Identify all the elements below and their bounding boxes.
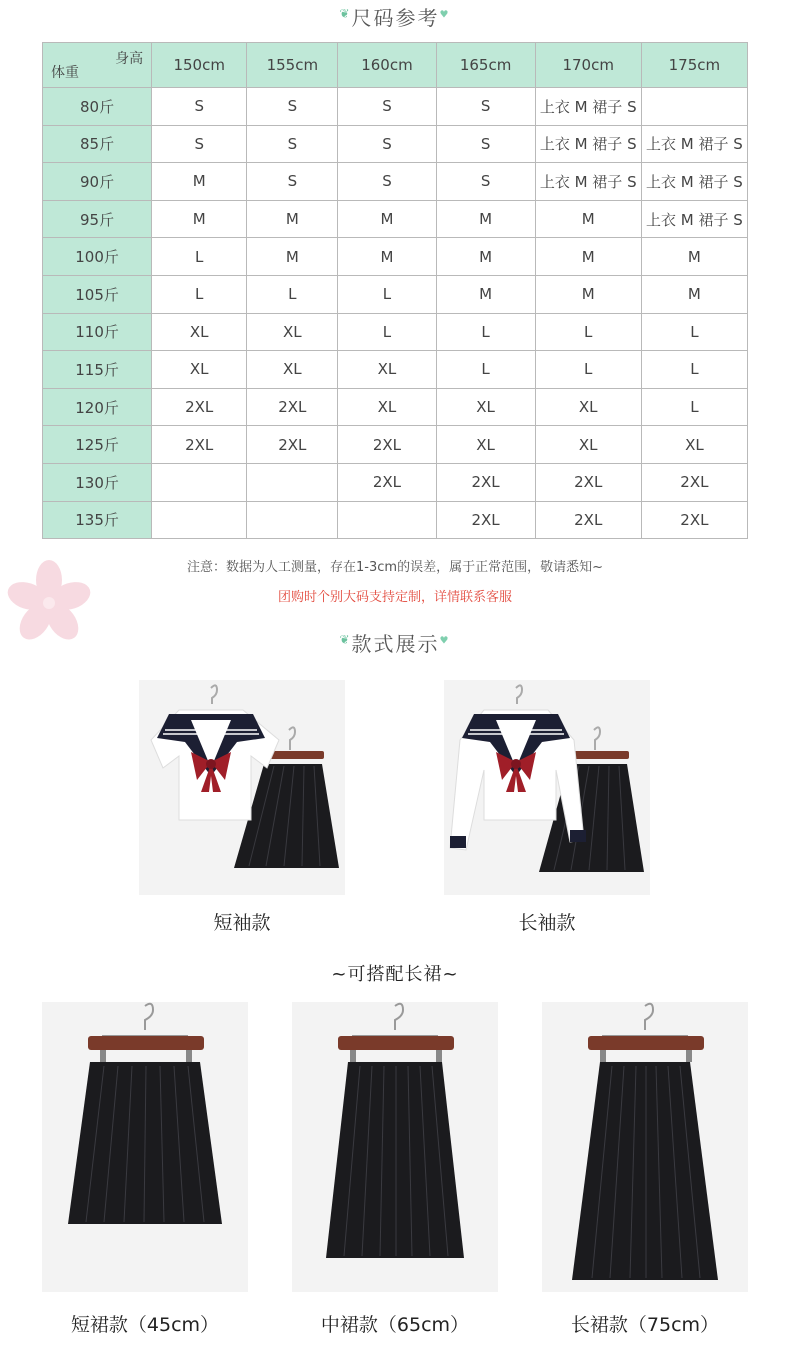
size-cell: 2XL xyxy=(338,426,436,464)
size-cell: M xyxy=(338,200,436,238)
custom-size-note: 团购时个别大码支持定制，详情联系客服 xyxy=(277,590,512,605)
size-cell: 2XL xyxy=(338,463,436,501)
size-cell: XL xyxy=(152,351,247,389)
size-table-body xyxy=(43,88,748,539)
size-cell: S xyxy=(247,125,338,163)
size-table xyxy=(42,42,748,539)
short-sleeve-photo xyxy=(139,680,345,895)
weight-cell: 85斤 xyxy=(43,125,152,163)
size-cell: L xyxy=(641,351,747,389)
size-cell: M xyxy=(641,238,747,276)
size-cell: M xyxy=(436,238,535,276)
table-row xyxy=(43,388,748,426)
table-row xyxy=(43,426,748,464)
size-cell: M xyxy=(247,200,338,238)
size-cell: XL xyxy=(338,351,436,389)
size-cell: M xyxy=(152,163,247,201)
height-header: 170cm xyxy=(535,43,641,88)
long-sleeve-photo xyxy=(444,680,650,895)
size-cell: L xyxy=(338,275,436,313)
size-cell: M xyxy=(641,275,747,313)
size-cell: XL xyxy=(436,426,535,464)
size-cell: S xyxy=(338,163,436,201)
sprig-icon: ❦ xyxy=(339,6,352,21)
size-cell: 上衣 M 裙子 S xyxy=(641,200,747,238)
size-cell: 上衣 M 裙子 S xyxy=(641,125,747,163)
size-cell: S xyxy=(436,163,535,201)
size-cell: XL xyxy=(152,313,247,351)
size-cell: 上衣 M 裙子 S xyxy=(535,125,641,163)
weight-cell: 100斤 xyxy=(43,238,152,276)
size-cell: L xyxy=(641,388,747,426)
heart-icon: ♥ xyxy=(439,635,451,647)
size-cell: S xyxy=(436,125,535,163)
size-cell: XL xyxy=(641,426,747,464)
size-cell: S xyxy=(247,163,338,201)
weight-cell: 80斤 xyxy=(43,88,152,126)
size-cell: S xyxy=(152,88,247,126)
size-cell: S xyxy=(436,88,535,126)
height-header: 165cm xyxy=(436,43,535,88)
size-cell: 上衣 M 裙子 S xyxy=(535,163,641,201)
size-cell: S xyxy=(338,125,436,163)
table-row xyxy=(43,200,748,238)
short-sleeve-caption: 短袖款 xyxy=(213,912,271,934)
size-cell: XL xyxy=(247,351,338,389)
table-header-row xyxy=(43,43,748,88)
weight-cell: 105斤 xyxy=(43,275,152,313)
height-header: 175cm xyxy=(641,43,747,88)
style-section-title: ❦款式展示♥ xyxy=(339,632,451,656)
short-skirt-photo xyxy=(42,1002,248,1292)
size-cell: XL xyxy=(338,388,436,426)
medium-skirt-caption: 中裙款（65cm） xyxy=(320,1314,470,1336)
medium-skirt-photo xyxy=(292,1002,498,1292)
table-row xyxy=(43,275,748,313)
size-cell xyxy=(152,501,247,539)
size-cell: 2XL xyxy=(247,426,338,464)
height-label: 身高 xyxy=(115,51,144,67)
size-cell: 2XL xyxy=(535,501,641,539)
sprig-icon: ❦ xyxy=(339,632,352,647)
size-section-title: ❦尺码参考♥ xyxy=(339,6,451,30)
weight-cell: 130斤 xyxy=(43,463,152,501)
size-cell: L xyxy=(535,313,641,351)
size-cell: L xyxy=(247,275,338,313)
size-cell: 2XL xyxy=(436,501,535,539)
weight-cell: 135斤 xyxy=(43,501,152,539)
size-cell: M xyxy=(535,238,641,276)
table-row xyxy=(43,125,748,163)
weight-cell: 115斤 xyxy=(43,351,152,389)
table-row xyxy=(43,463,748,501)
measurement-note: 注意：数据为人工测量，存在1-3cm的误差，属于正常范围，敬请悉知~ xyxy=(187,560,603,575)
size-cell xyxy=(247,501,338,539)
size-cell xyxy=(641,88,747,126)
size-cell: M xyxy=(152,200,247,238)
size-cell: L xyxy=(152,238,247,276)
size-cell: M xyxy=(535,275,641,313)
size-cell: 上衣 M 裙子 S xyxy=(641,163,747,201)
weight-cell: 90斤 xyxy=(43,163,152,201)
size-cell: 2XL xyxy=(535,463,641,501)
size-cell: S xyxy=(152,125,247,163)
long-sleeve-caption: 长袖款 xyxy=(518,912,576,934)
size-cell: M xyxy=(535,200,641,238)
size-cell xyxy=(152,463,247,501)
size-cell: L xyxy=(535,351,641,389)
size-cell: 2XL xyxy=(247,388,338,426)
size-cell xyxy=(338,501,436,539)
short-skirt-caption: 短裙款（45cm） xyxy=(70,1314,220,1336)
weight-cell: 125斤 xyxy=(43,426,152,464)
size-cell: XL xyxy=(535,388,641,426)
long-skirt-photo xyxy=(542,1002,748,1292)
height-header: 150cm xyxy=(152,43,247,88)
table-row xyxy=(43,313,748,351)
size-cell: M xyxy=(436,200,535,238)
size-cell: XL xyxy=(247,313,338,351)
size-cell: 2XL xyxy=(641,463,747,501)
table-corner xyxy=(43,43,152,88)
size-cell: M xyxy=(247,238,338,276)
heart-icon: ♥ xyxy=(439,9,451,21)
size-cell: 2XL xyxy=(641,501,747,539)
height-header: 155cm xyxy=(247,43,338,88)
size-cell: S xyxy=(247,88,338,126)
weight-label: 体重 xyxy=(51,65,79,81)
size-cell xyxy=(247,463,338,501)
size-cell: XL xyxy=(436,388,535,426)
size-cell: L xyxy=(338,313,436,351)
weight-cell: 120斤 xyxy=(43,388,152,426)
size-cell: L xyxy=(436,351,535,389)
size-cell: L xyxy=(436,313,535,351)
table-row xyxy=(43,351,748,389)
table-row xyxy=(43,88,748,126)
weight-cell: 110斤 xyxy=(43,313,152,351)
weight-cell: 95斤 xyxy=(43,200,152,238)
size-cell: 2XL xyxy=(152,388,247,426)
skirt-section-title: ~可搭配长裙~ xyxy=(331,964,459,985)
size-cell: XL xyxy=(535,426,641,464)
size-cell: 上衣 M 裙子 S xyxy=(535,88,641,126)
long-skirt-caption: 长裙款（75cm） xyxy=(570,1314,720,1336)
table-row xyxy=(43,501,748,539)
size-cell: S xyxy=(338,88,436,126)
size-cell: M xyxy=(436,275,535,313)
size-cell: L xyxy=(641,313,747,351)
size-cell: 2XL xyxy=(152,426,247,464)
size-cell: M xyxy=(338,238,436,276)
size-cell: L xyxy=(152,275,247,313)
table-row xyxy=(43,163,748,201)
height-header: 160cm xyxy=(338,43,436,88)
table-row xyxy=(43,238,748,276)
size-cell: 2XL xyxy=(436,463,535,501)
